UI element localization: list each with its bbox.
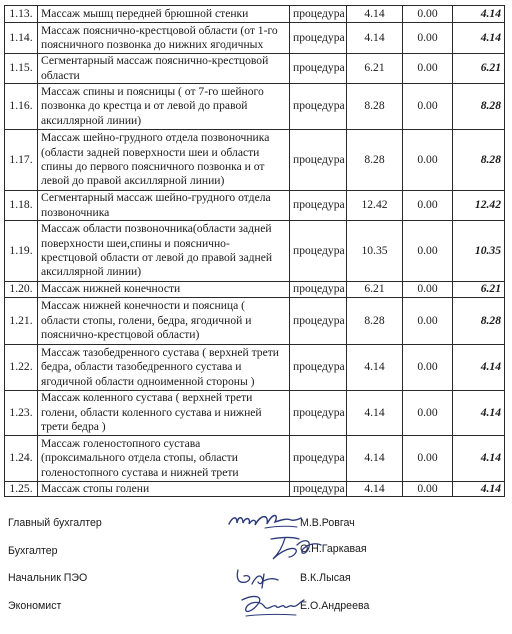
- extra-value: 0.00: [403, 54, 453, 84]
- total-value: 4.14: [453, 345, 505, 391]
- extra-value: 0.00: [403, 221, 453, 282]
- unit-label: процедура: [290, 23, 347, 54]
- price-value: 10.35: [347, 221, 403, 282]
- unit-label: процедура: [290, 84, 347, 130]
- total-value: 4.14: [453, 6, 505, 23]
- signer-name: О.Н.Гаркавая: [300, 543, 367, 555]
- service-name: Массаж нижней конечности и поясница ( области стопы, голени, бедра, ягодичной и пояснично-крестцовой области): [38, 298, 290, 345]
- price-value: 4.14: [347, 391, 403, 436]
- price-value: 4.14: [347, 6, 403, 23]
- table-row: [5, 282, 505, 298]
- table-row: [5, 436, 505, 482]
- table-row: [5, 54, 505, 84]
- row-number: 1.13.: [5, 6, 38, 23]
- extra-value: 0.00: [403, 191, 453, 221]
- extra-value: 0.00: [403, 345, 453, 391]
- price-value: 6.21: [347, 54, 403, 84]
- row-number: 1.18.: [5, 191, 38, 221]
- table-row: [5, 391, 505, 436]
- unit-label: процедура: [290, 345, 347, 391]
- price-value: 4.14: [347, 345, 403, 391]
- service-name: Массаж спины и поясницы ( от 7-го шейного позвонка до крестца и от левой до правой аксиллярной линии): [38, 84, 290, 130]
- table-row: [5, 191, 505, 221]
- extra-value: 0.00: [403, 23, 453, 54]
- price-value: 8.28: [347, 84, 403, 130]
- total-value: 8.28: [453, 130, 505, 191]
- total-value: 6.21: [453, 282, 505, 298]
- extra-value: 0.00: [403, 436, 453, 482]
- price-value: 8.28: [347, 130, 403, 191]
- unit-label: процедура: [290, 298, 347, 345]
- service-name: Сегментарный массаж шейно-грудного отдела позвоночника: [38, 191, 290, 221]
- handwritten-signature: [225, 508, 305, 534]
- table-row: [5, 6, 505, 23]
- total-value: 10.35: [453, 221, 505, 282]
- price-value: 4.14: [347, 482, 403, 497]
- table-row: [5, 345, 505, 391]
- extra-value: 0.00: [403, 391, 453, 436]
- service-name: Массаж коленного сустава ( верхней трети голени, области коленного сустава и нижней трети бедра ): [38, 391, 290, 436]
- table-row: [5, 23, 505, 54]
- signer-name: М.В.Ровгач: [300, 517, 355, 529]
- extra-value: 0.00: [403, 130, 453, 191]
- signer-title: Начальник ПЭО: [8, 572, 88, 584]
- signer-name: Е.О.Андреева: [300, 600, 370, 612]
- row-number: 1.22.: [5, 345, 38, 391]
- unit-label: процедура: [290, 282, 347, 298]
- signer-title: Экономист: [8, 600, 62, 612]
- total-value: 4.14: [453, 482, 505, 497]
- unit-label: процедура: [290, 482, 347, 497]
- unit-label: процедура: [290, 130, 347, 191]
- price-value: 12.42: [347, 191, 403, 221]
- service-name: Массаж шейно-грудного отдела позвоночника (области задней поверхности шеи и области спины до первого поясничного позвонка и от левой до правой аксиллярной линии): [38, 130, 290, 191]
- row-number: 1.25.: [5, 482, 38, 497]
- unit-label: процедура: [290, 221, 347, 282]
- total-value: 8.28: [453, 298, 505, 345]
- extra-value: 0.00: [403, 6, 453, 23]
- unit-label: процедура: [290, 54, 347, 84]
- price-value: 4.14: [347, 436, 403, 482]
- unit-label: процедура: [290, 6, 347, 23]
- row-number: 1.20.: [5, 282, 38, 298]
- unit-label: процедура: [290, 436, 347, 482]
- row-number: 1.14.: [5, 23, 38, 54]
- table-row: [5, 482, 505, 497]
- service-name: Сегментарный массаж пояснично-крестцовой области: [38, 54, 290, 84]
- price-table-body: [5, 6, 505, 497]
- extra-value: 0.00: [403, 482, 453, 497]
- unit-label: процедура: [290, 191, 347, 221]
- total-value: 8.28: [453, 84, 505, 130]
- price-value: 8.28: [347, 298, 403, 345]
- service-name: Массаж пояснично-крестцовой области (от 1-го поясничного позвонка до нижних ягодичных: [38, 23, 290, 54]
- row-number: 1.23.: [5, 391, 38, 436]
- signer-title: Бухгалтер: [8, 545, 58, 557]
- service-name: Массаж области позвоночника(области задней поверхности шеи,спины и пояснично-крестцовой области от левой до правой задней аксиллярной линии): [38, 221, 290, 282]
- service-name: Массаж нижней конечности: [38, 282, 290, 298]
- service-name: Массаж тазобедренного сустава ( верхней трети бедра, области тазобедренного сустава и ягодичной области одноименной стороны ): [38, 345, 290, 391]
- total-value: 12.42: [453, 191, 505, 221]
- row-number: 1.24.: [5, 436, 38, 482]
- handwritten-signature: [263, 533, 327, 563]
- row-number: 1.21.: [5, 298, 38, 345]
- unit-label: процедура: [290, 391, 347, 436]
- price-table: [4, 5, 505, 497]
- table-row: [5, 221, 505, 282]
- total-value: 4.14: [453, 436, 505, 482]
- row-number: 1.19.: [5, 221, 38, 282]
- row-number: 1.15.: [5, 54, 38, 84]
- handwritten-signature: [232, 564, 284, 590]
- price-value: 6.21: [347, 282, 403, 298]
- service-name: Массаж мышц передней брюшной стенки: [38, 6, 290, 23]
- row-number: 1.17.: [5, 130, 38, 191]
- table-row: [5, 130, 505, 191]
- table-row: [5, 84, 505, 130]
- total-value: 4.14: [453, 391, 505, 436]
- extra-value: 0.00: [403, 84, 453, 130]
- row-number: 1.16.: [5, 84, 38, 130]
- extra-value: 0.00: [403, 282, 453, 298]
- extra-value: 0.00: [403, 298, 453, 345]
- handwritten-signature: [236, 592, 308, 622]
- table-row: [5, 298, 505, 345]
- signer-title: Главный бухгалтер: [8, 517, 102, 529]
- total-value: 6.21: [453, 54, 505, 84]
- signer-name: В.К.Лысая: [300, 572, 351, 584]
- service-name: Массаж голеностопного сустава (проксимального отдела стопы, области голеностопного сустава и нижней трети: [38, 436, 290, 482]
- price-value: 4.14: [347, 23, 403, 54]
- total-value: 4.14: [453, 23, 505, 54]
- service-name: Массаж стопы голени: [38, 482, 290, 497]
